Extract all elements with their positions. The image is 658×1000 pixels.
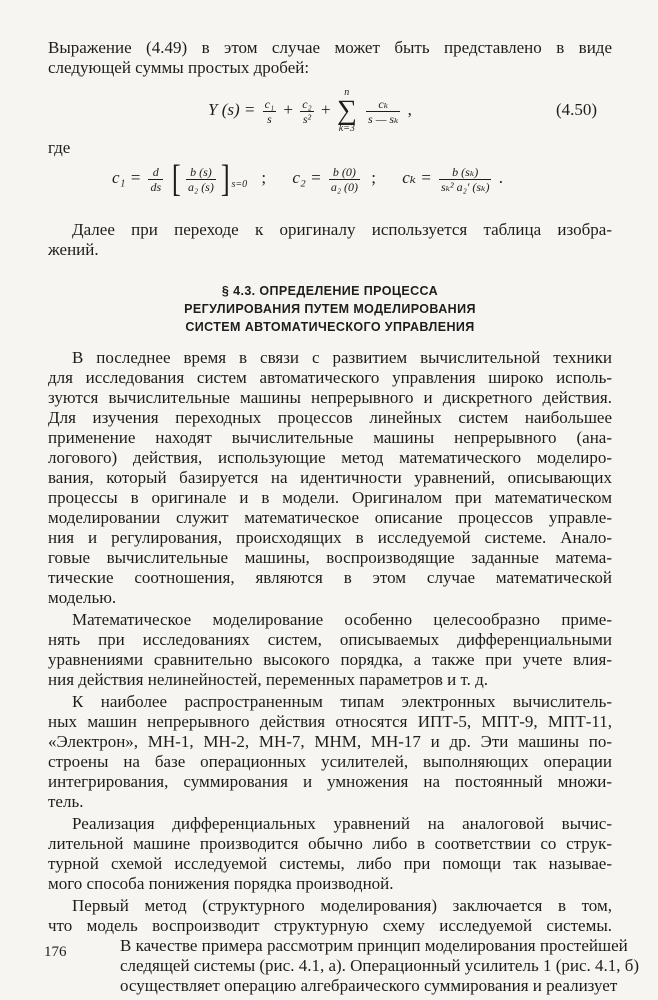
- text-line: следящей системы (рис. 4.1, а). Операционный усилитель 1 (рис. 4.1, б): [120, 956, 640, 975]
- text-line: моделировании служит математическое описание процессов управле-: [48, 508, 612, 527]
- equation-number: (4.50): [556, 100, 598, 119]
- text-line: зуются вычислительные машины непрерывного и дискретного действия.: [48, 388, 612, 407]
- text-line: Первый метод (структурного моделирования) заключается в том,: [72, 896, 612, 915]
- text-line: интегрирования, суммирования и умножения на постоянный множи-: [48, 772, 612, 791]
- text-line: логового) действия, использующие метод математического моделиро-: [48, 448, 612, 467]
- text-line: тические соотношения, являются в этом случае математической: [48, 568, 612, 587]
- equation-4-50: Y (s) = $\frac{\text{c₁}}{s}$ + $\frac{\text{c₂}}{\text{s²}}$ + n ∑ k=3 $\frac{\text{cₖ}}{\text{s — sₖ}}$ ,: [208, 87, 412, 134]
- text-line: «Электрон», МН-1, МН-2, МН-7, МНМ, МН-17 и др. Эти машины по-: [48, 732, 612, 751]
- text-line: что модель воспроизводит структурную схему исследуемой системы.: [48, 916, 612, 935]
- section-heading: РЕГУЛИРОВАНИЯ ПУТЕМ МОДЕЛИРОВАНИЯ: [184, 302, 476, 316]
- text-line: турной схемой исследуемой системы, либо при помощи так называе-: [48, 854, 612, 873]
- text-line: лительной машине производится обычно либо в соответствии со струк-: [48, 834, 612, 853]
- text-line: В последнее время в связи с развитием вычислительной техники: [72, 348, 612, 367]
- text-line: говые вычислительные машины, воспроизводящие заданные матема-: [48, 548, 612, 567]
- fraction: $\frac{\text{b (sₖ)}}{\text{sₖ² a₂′ (sₖ)}}$: [440, 164, 490, 194]
- fraction: $\frac{d}{ds}$: [150, 164, 162, 194]
- text-line: строены на базе операционных усилителей, выполняющих операции: [48, 752, 612, 771]
- eq-lhs: Y (s) =: [208, 99, 256, 119]
- section-heading: § 4.3. ОПРЕДЕЛЕНИЕ ПРОЦЕССА: [221, 284, 439, 298]
- text-line: ных машин непрерывного действия относятся ИПТ-5, МПТ-9, МПТ-11,: [48, 712, 612, 731]
- text-line: тель.: [48, 792, 84, 811]
- text-line: ния действия нелинейностей, переменных параметров и т. д.: [48, 670, 488, 689]
- fraction: $\frac{b (0)}{\text{a₂ (0)}}$: [330, 164, 358, 194]
- text-line: нять при исследованиях систем, описываемых дифференциальными: [48, 630, 612, 649]
- text-gde: где: [48, 138, 71, 157]
- text-line: моделью.: [48, 588, 117, 607]
- text-line: уравнениями сравнительно высокого порядка, а также при учете влия-: [48, 650, 612, 669]
- text-line: жений.: [48, 240, 99, 259]
- page-number: 176: [44, 944, 67, 960]
- text-line: В качестве примера рассмотрим принцип моделирования простейшей: [120, 936, 628, 955]
- text-line: применение находят вычислительные машины непрерывного (ана-: [48, 428, 612, 447]
- text-line: осуществляет операцию алгебраического суммирования и реализует: [120, 976, 618, 995]
- text-line: К наиболее распространенным типам электронных вычислитель-: [72, 692, 612, 711]
- section-heading: СИСТЕМ АВТОМАТИЧЕСКОГО УПРАВЛЕНИЯ: [185, 320, 475, 334]
- text-line: Для изучения переходных процессов линейных систем наибольшее: [48, 408, 612, 427]
- fraction: $\frac{\text{c₁}}{s}$: [264, 96, 275, 126]
- text-line: ния и регулирования, происходящих в исследуемой системе. Анало-: [48, 528, 612, 547]
- sum-sign: n ∑ k=3: [336, 87, 357, 134]
- coefficient-equations: c₁ = $\frac{d}{ds}$ [ $\frac{b (s)}{\text{a₂ (s)}}$ ] $_{s=0}$ ; c₂ = $\frac{b (0)}{\text{a₂ (0)}}$ ; cₖ = $\frac{\text{b (sₖ)}}{\text{sₖ² a₂′ (sₖ)}}$ .: [112, 158, 503, 200]
- fraction: $\frac{b (s)}{\text{a₂ (s)}}$: [188, 164, 214, 194]
- text-line: следующей суммы простых дробей:: [48, 58, 310, 77]
- text-line: мого способа понижения порядка производной.: [48, 874, 394, 893]
- text-line: Далее при переходе к оригиналу используется таблица изобра-: [72, 220, 612, 239]
- text-line: вания, который базируется на идентичности уравнений, описывающих: [48, 468, 612, 487]
- text-line: для исследования систем автоматического управления широко исполь-: [48, 368, 612, 387]
- fraction: $\frac{\text{c₂}}{\text{s²}}$: [302, 96, 312, 126]
- fraction: $\frac{\text{cₖ}}{\text{s — sₖ}}$: [368, 96, 399, 126]
- text-line: процессы в оригинале и в модели. Оригиналом при математическом: [48, 488, 612, 507]
- text-line: Реализация дифференциальных уравнений на аналоговой вычис-: [72, 814, 612, 833]
- text-line: Математическое моделирование особенно целесообразно приме-: [72, 610, 612, 629]
- text-line: Выражение (4.49) в этом случае может быть представлено в виде: [48, 38, 612, 57]
